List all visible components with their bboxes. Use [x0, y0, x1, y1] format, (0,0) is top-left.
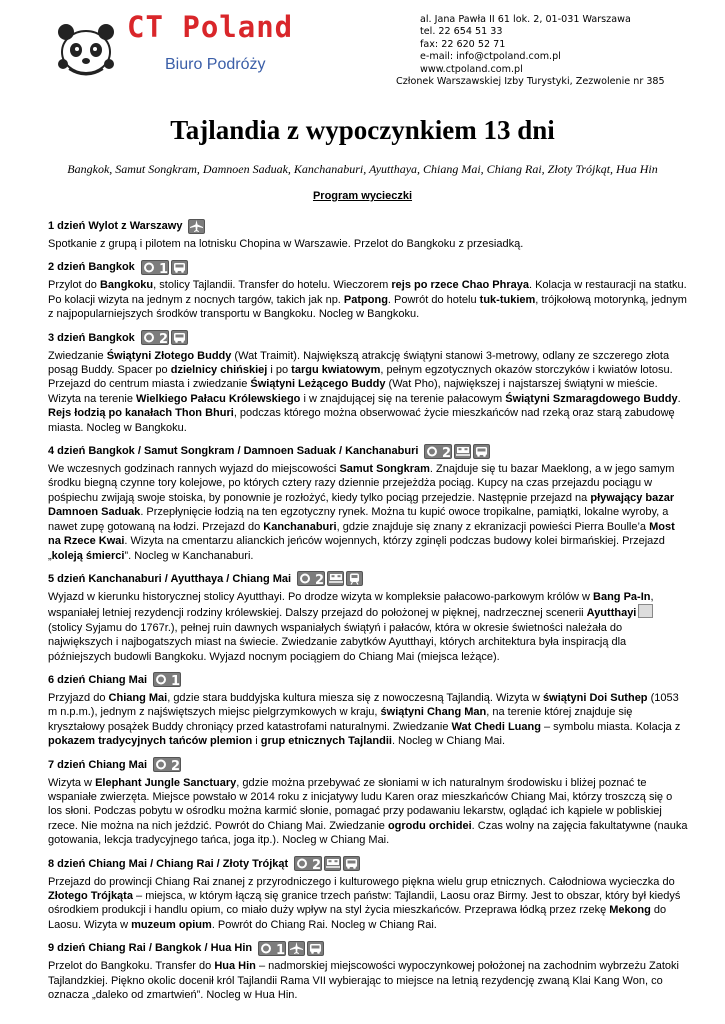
highlight-text: muzeum opium — [131, 918, 212, 931]
body-text: ”. Nocleg w Kanchanaburi. — [124, 549, 254, 562]
ct-poland-logo — [55, 10, 315, 84]
day-transport-icons — [188, 219, 205, 234]
meals-icon — [141, 330, 169, 345]
meals-icon — [141, 260, 169, 275]
highlight-text: Chiang Mai — [108, 691, 168, 704]
day-description — [48, 237, 688, 251]
body-text: . Przepłynięcie łodzią na ten egzotyczny rynek. Można tu kupić owoce tropikalne, pamiątki, lokalne wyroby, a nawet zupę gotowaną na łodzi. Przejazd do — [48, 506, 669, 533]
phone-line: tel. 22 654 51 33 — [420, 26, 503, 38]
website-link[interactable]: www.ctpoland.com.pl — [420, 63, 523, 75]
highlight-text: Hua Hin — [214, 960, 256, 973]
svg-text:2: 2 — [312, 858, 322, 871]
body-text: Przejazd do prowincji Chiang Rai znanej z przyrodniczego i kulturowego piękna wielu grup etnicznych. Całodniowa wycieczka do — [48, 875, 675, 888]
body-text: . Powrót do hotelu — [387, 293, 480, 306]
svg-text:2: 2 — [442, 445, 452, 458]
day-transport-icons — [153, 672, 181, 687]
body-text: (1053 m n.p.m.), jednym z najświętszych miejsc pielgrzymkowych w kraju, — [48, 691, 679, 719]
body-text: – symbolu miasta. Kolacja z — [540, 720, 681, 733]
svg-text:1: 1 — [158, 261, 168, 274]
body-text: – miejsca, w którym łączą się granice trzech państw: Tajlandii, Laosu oraz Birmy. Jest to obszar, który był kiedyś ośrodkiem produkcji i handlu opium, co miało duży wpływ na styl życia mieszkańców. Przeprawa łódką przez rzekę — [48, 890, 681, 917]
highlight-text: Złotego Trójkąta — [48, 890, 133, 902]
day-title — [48, 855, 688, 873]
body-text: , trójkołową motorynką, jednym z najpopularniejszych środków transportu w Bangkoku. Nocleg w Bangkoku. — [48, 293, 687, 321]
highlight-text: Rejs łodzią po kanałach Thon Bhuri — [48, 407, 234, 420]
membership-line: Członek Warszawskiej Izby Turystyki, Zezwolenie nr 385 — [396, 76, 665, 88]
svg-text:1: 1 — [276, 942, 286, 955]
body-text: . Powrót do Chiang Rai. Nocleg w Chiang Rai. — [211, 918, 437, 931]
day-title — [48, 671, 688, 689]
program-heading: Program wycieczki — [312, 190, 413, 202]
photo-icon — [638, 604, 653, 618]
boat-icon — [324, 856, 341, 871]
day-title — [48, 939, 688, 957]
day-title-text: 4 dzień Bangkok / Samut Songkram / Damnoen Saduak / Kanchanaburi — [48, 445, 419, 458]
day-title — [48, 570, 688, 588]
highlight-text: Świątyni Złotego Buddy — [106, 349, 232, 362]
day-description — [48, 462, 688, 563]
day-title — [48, 442, 688, 460]
highlight-text: świątyni Doi Suthep — [543, 691, 648, 704]
day-transport-icons — [258, 941, 324, 956]
panda-icon — [55, 20, 117, 78]
day-description — [48, 349, 688, 435]
meals-icon — [153, 757, 181, 772]
svg-text:2: 2 — [158, 332, 168, 345]
day-title — [48, 217, 688, 235]
highlight-text: Bangkoku — [99, 279, 154, 292]
body-text: , stolicy Tajlandii. Transfer do hotelu. Wieczorem — [153, 279, 392, 292]
day-title-text: 9 dzień Chiang Rai / Bangkok / Hua Hin — [48, 942, 253, 955]
day-title — [48, 258, 688, 276]
day-section — [48, 570, 688, 664]
highlight-text: rejs po rzece Chao Phraya — [391, 279, 529, 292]
day-title-text: 3 dzień Bangkok — [48, 331, 135, 344]
body-text: . Czas wolny na zajęcia fakultatywne (nauka gotowania, lekcja tradycyjnego tańca, joga itp.). Nocleg w Chiang Mai. — [48, 819, 688, 847]
highlight-text: Ayutthayi — [586, 607, 637, 620]
meals-icon — [297, 571, 325, 586]
body-text: . Kolacja w restauracji na statku. Po kolacji wizyta na jednym z nocnych targów, takich jak np. — [48, 279, 687, 306]
bus-icon — [171, 330, 188, 345]
boat-icon — [454, 444, 471, 459]
day-description — [48, 875, 688, 933]
highlight-text: Świątyni Szmaragdowego Buddy — [505, 392, 678, 405]
body-text: (Wat Pho), największej i najstarszej świątyni w mieście. Wizyta na terenie — [48, 378, 658, 405]
meals-icon — [294, 856, 322, 871]
day-title — [48, 756, 688, 774]
day-title-text: 6 dzień Chiang Mai — [48, 673, 148, 686]
body-text: We wczesnych godzinach rannych wyjazd do miejscowości — [48, 463, 340, 476]
body-text: , gdzie znajduje się znany z ekranizacji powieści Pierra Boulle’a — [336, 520, 650, 533]
body-text: (Wat Traimit). Największą atrakcję świątyni stanowi 3-metrowy, odlany ze szczerego złota posąg Buddy. Spacer po — [48, 349, 670, 377]
day-description — [48, 590, 688, 664]
day-section — [48, 855, 688, 933]
contact-block — [396, 14, 665, 88]
email-link[interactable]: e-mail: info@ctpoland.com.pl — [420, 51, 561, 63]
highlight-text: Kanchanaburi — [263, 520, 337, 533]
day-title-text: 7 dzień Chiang Mai — [48, 758, 148, 771]
day-title-text: 5 dzień Kanchanaburi / Ayutthaya / Chiang Mai — [48, 572, 292, 585]
address-line: al. Jana Pawła II 61 lok. 2, 01-031 Warszawa — [420, 14, 631, 25]
day-title — [48, 329, 688, 347]
day-section — [48, 258, 688, 321]
day-description — [48, 776, 688, 848]
meals-icon — [153, 672, 181, 687]
meals-icon — [258, 941, 286, 956]
bus-icon — [307, 941, 324, 956]
svg-text:2: 2 — [171, 759, 181, 772]
meals-icon — [424, 444, 452, 459]
day-title-text: 1 dzień Wylot z Warszawy — [48, 220, 183, 232]
body-text: do Laosu. Wizyta w — [48, 904, 667, 931]
plane-icon — [288, 941, 305, 956]
highlight-text: tuk-tukiem — [479, 293, 536, 306]
body-text: i po — [267, 364, 292, 377]
day-transport-icons — [153, 757, 181, 772]
highlight-text: Wat Chedi Luang — [451, 720, 541, 733]
highlight-text: Bang Pa-In — [593, 590, 651, 603]
body-text: Przelot do Bangkoku. Transfer do — [48, 960, 215, 973]
day-section — [48, 442, 688, 563]
body-text: . Nocleg w Chiang Mai. — [391, 735, 506, 748]
day-section — [48, 217, 688, 251]
body-text: , pełnym egzotycznych okazów storczyków i kwiatów lotosu. Przejazd do centrum miasta i zwiedzanie — [48, 364, 673, 391]
body-text: Wizyta w — [48, 776, 96, 789]
highlight-text: Elephant Jungle Sanctuary — [95, 776, 237, 789]
highlight-text: targu kwiatowym — [291, 364, 381, 377]
day-description — [48, 278, 688, 321]
day-section — [48, 671, 688, 749]
itinerary — [48, 210, 688, 1002]
highlight-text: Patpong — [343, 293, 388, 306]
day-description — [48, 691, 688, 749]
body-text: , gdzie stara buddyjska kultura miesza się z nowoczesną Tajlandią. Wizyta w — [167, 691, 544, 704]
body-text: . — [677, 392, 681, 405]
svg-text:2: 2 — [315, 573, 325, 586]
train-icon — [346, 571, 363, 586]
svg-text:1: 1 — [171, 674, 181, 687]
bus-icon — [343, 856, 360, 871]
body-text: i — [252, 735, 261, 748]
highlight-text: ogrodu orchidei — [387, 819, 472, 832]
day-transport-icons — [141, 260, 188, 275]
body-text: Spotkanie z grupą i pilotem na lotnisku Chopina w Warszawie. Przelot do Bangkoku z przesiadką. — [48, 238, 524, 250]
day-section — [48, 756, 688, 848]
body-text: Przyjazd do — [48, 691, 109, 704]
highlight-text: świątyni Chang Man — [380, 706, 487, 719]
highlight-text: Wielkiego Pałacu Królewskiego — [136, 392, 301, 405]
day-title-text: 8 dzień Chiang Mai / Chiang Rai / Złoty Trójkąt — [48, 857, 289, 870]
boat-icon — [327, 571, 344, 586]
body-text: , podczas którego można obserwować życie mieszkańców nad rzeką oraz starą zabudowę miasta. Nocleg w Bangkoku. — [48, 407, 675, 434]
bus-icon — [171, 260, 188, 275]
day-transport-icons — [297, 571, 363, 586]
brand-subtitle: Biuro Podróży — [165, 56, 266, 73]
highlight-text: pokazem tradycyjnych tańców plemion — [48, 735, 253, 748]
body-text: , wspaniałej letniej rezydencji rodziny królewskiej. Dalszy przejazd do położonej w pięknej, nadrzecznej scenerii — [48, 590, 654, 620]
body-text: Wyjazd w kierunku historycznej stolicy Ayutthayi. Po drodze wizyta w kompleksie pałacowo-parkowym królów w — [48, 590, 594, 603]
highlight-text: Świątyni Leżącego Buddy — [250, 378, 386, 391]
body-text: (stolicy Syjamu do 1767r.), pełnej ruin dawnych wspaniałych świątyń i pałaców, która w okresie świetności należała do największych i najbogatszych miast na świecie. Zwiedzanie zabytków Ayutthayi, których architektura była inspiracją dla późniejszych budowli Bangkoku. Wyjazd nocnym pociągiem do Chiang Mai (miejsca leżące). — [48, 621, 627, 663]
page-header — [0, 0, 725, 100]
body-text: . Wizyta na cmentarzu alianckich jeńców wojennych, którzy zginęli podczas budowy kolei birmańskiej. Przejazd „ — [48, 535, 665, 562]
body-text: – nadmorskiej miejscowości wypoczynkowej położonej na zachodnim wybrzeżu Zatoki Tajlandzkiej. Piękno okolic docenił król Tajlandii Rama VII wybierając to miejsce na letnią rezydencję zwaną Klai Kang Won, co oznacza „daleko od zmartwień”. Nocleg w Hua Hin. — [48, 960, 679, 1002]
day-transport-icons — [141, 330, 188, 345]
route-subtitle: Bangkok, Samut Songkram, Damnoen Saduak, Kanchanaburi, Ayutthaya, Chiang Mai, Chiang Rai, Złoty Trójkąt, Hua Hin — [67, 162, 658, 176]
day-transport-icons — [424, 444, 490, 459]
body-text: . Znajduje się tu bazar Maeklong, a w jego samym środku biegną czynne tory kolejowe, po których cztery razy dziennie przejeżdża pociąg. Kupcy na czas przejazdu pociągu w pośpiechu zwijają swoje stoiska, by ponownie je rozłożyć, kiedy tylko pociąg przejedzie. Następnie przejazd na — [48, 463, 675, 504]
highlight-text: koleją śmierci — [51, 549, 125, 562]
plane-icon — [188, 219, 205, 234]
body-text: Zwiedzanie — [48, 349, 107, 362]
highlight-text: grup etnicznych Tajlandii — [260, 735, 392, 748]
day-section — [48, 329, 688, 435]
fax-line: fax: 22 620 52 71 — [420, 38, 506, 50]
highlight-text: Most na Rzece Kwai — [48, 520, 675, 548]
highlight-text: pływający bazar Damnoen Saduak — [48, 491, 675, 519]
day-section — [48, 939, 688, 1002]
day-transport-icons — [294, 856, 360, 871]
brand-name: CT Poland — [127, 10, 294, 44]
day-description — [48, 959, 688, 1002]
page-title: Tajlandia z wypoczynkiem 13 dni — [170, 115, 555, 145]
body-text: , na terenie której znajduje się kryształowy posążek Buddy chroniący przed katastrofami naturalnymi. Zwiedzanie — [48, 706, 633, 733]
bus-icon — [473, 444, 490, 459]
highlight-text: dzielnicy chińskiej — [170, 364, 268, 377]
body-text: Przylot do — [48, 279, 100, 292]
day-title-text: 2 dzień Bangkok — [48, 261, 135, 274]
body-text: , gdzie można przebywać ze słoniami w ich naturalnym środowisku i bliżej poznać te wspaniałe zwierzęta. Miejsce powstało w 2014 roku z inicjatywy ludu Karen oraz mieszkańców Chiang Mai, którzy troszczą się o los słoni. Podczas pobytu w ośrodku można karmić słonie, pomagać przy podawaniu lekarstw, oglądać ich kąpiele w pobliskiej rzece. Nie można na nich jeździć. Powrót do Chiang Mai. Zwiedzanie — [48, 776, 673, 832]
body-text: i w znajdującej się na terenie pałacowym — [300, 392, 506, 405]
highlight-text: Samut Songkram — [339, 463, 430, 476]
highlight-text: Mekong — [609, 904, 651, 917]
